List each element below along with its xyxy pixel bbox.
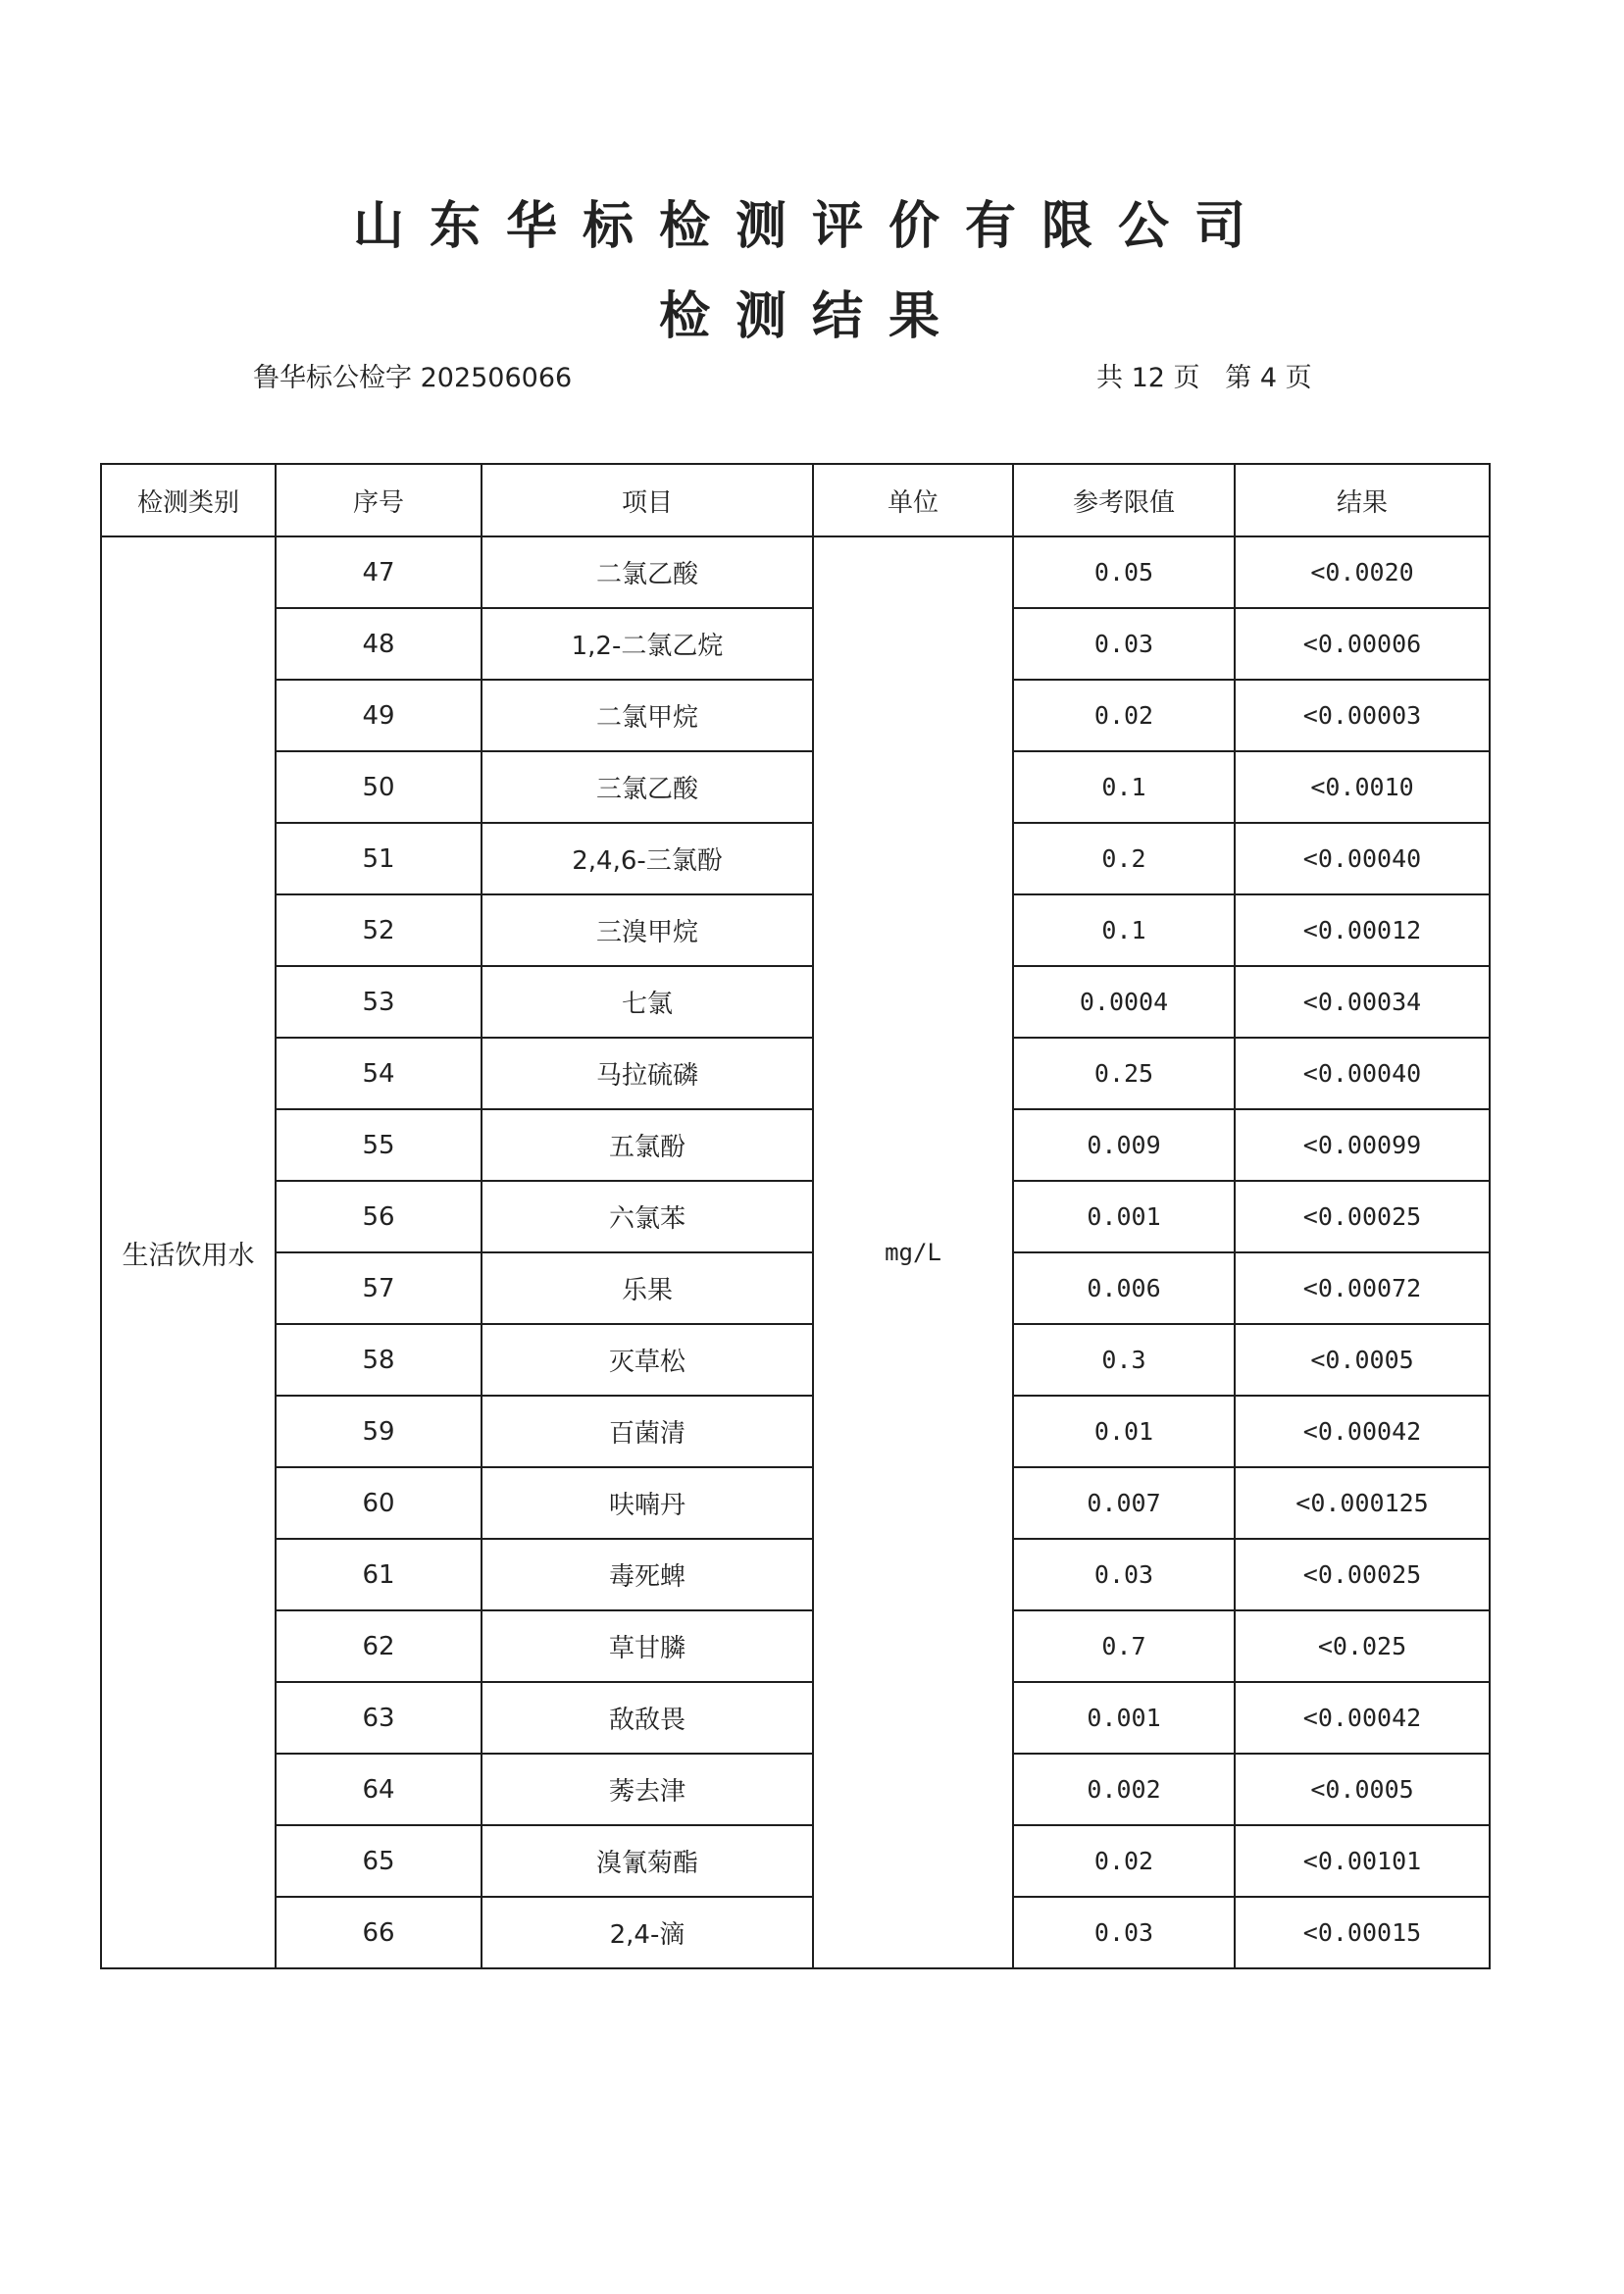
result-cell: <0.00040	[1235, 823, 1490, 894]
result-cell: <0.0020	[1235, 536, 1490, 608]
item-cell: 七氯	[482, 966, 813, 1038]
row-number-cell: 50	[276, 751, 482, 823]
item-cell: 六氯苯	[482, 1181, 813, 1252]
row-number-cell: 62	[276, 1610, 482, 1682]
table-row	[101, 608, 1490, 680]
limit-cell: 0.02	[1013, 680, 1235, 751]
item-cell: 1,2-二氯乙烷	[482, 608, 813, 680]
limit-cell: 0.01	[1013, 1396, 1235, 1467]
result-cell: <0.00101	[1235, 1825, 1490, 1897]
table-row	[101, 966, 1490, 1038]
item-cell: 溴氰菊酯	[482, 1825, 813, 1897]
result-cell: <0.00099	[1235, 1109, 1490, 1181]
row-number-cell: 63	[276, 1682, 482, 1754]
table-header-row	[101, 464, 1490, 536]
column-header-item: 项目	[482, 464, 813, 536]
row-number-cell: 51	[276, 823, 482, 894]
row-number-cell: 65	[276, 1825, 482, 1897]
company-name: 山东华标检测评价有限公司	[352, 197, 1271, 256]
limit-cell: 0.03	[1013, 1539, 1235, 1610]
column-header-category: 检测类别	[101, 464, 276, 536]
limit-cell: 0.7	[1013, 1610, 1235, 1682]
row-number-cell: 61	[276, 1539, 482, 1610]
document-title: 检测结果	[658, 287, 965, 346]
item-cell: 2,4-滴	[482, 1897, 813, 1968]
table-row	[101, 1396, 1490, 1467]
limit-cell: 0.001	[1013, 1682, 1235, 1754]
result-cell: <0.00025	[1235, 1539, 1490, 1610]
result-cell: <0.0005	[1235, 1324, 1490, 1396]
limit-cell: 0.1	[1013, 751, 1235, 823]
limit-cell: 0.03	[1013, 608, 1235, 680]
result-cell: <0.0010	[1235, 751, 1490, 823]
item-cell: 三氯乙酸	[482, 751, 813, 823]
result-cell: <0.025	[1235, 1610, 1490, 1682]
table-row	[101, 1324, 1490, 1396]
result-cell: <0.00042	[1235, 1396, 1490, 1467]
result-cell: <0.00003	[1235, 680, 1490, 751]
limit-cell: 0.05	[1013, 536, 1235, 608]
table-row	[101, 1109, 1490, 1181]
table-row	[101, 1539, 1490, 1610]
table-row	[101, 1038, 1490, 1109]
row-number-cell: 59	[276, 1396, 482, 1467]
row-number-cell: 53	[276, 966, 482, 1038]
row-number-cell: 58	[276, 1324, 482, 1396]
row-number-cell: 49	[276, 680, 482, 751]
limit-cell: 0.009	[1013, 1109, 1235, 1181]
item-cell: 2,4,6-三氯酚	[482, 823, 813, 894]
limit-cell: 0.001	[1013, 1181, 1235, 1252]
row-number-cell: 54	[276, 1038, 482, 1109]
table-row	[101, 823, 1490, 894]
limit-cell: 0.002	[1013, 1754, 1235, 1825]
table-body	[101, 536, 1490, 1968]
limit-cell: 0.3	[1013, 1324, 1235, 1396]
row-number-cell: 52	[276, 894, 482, 966]
row-number-cell: 47	[276, 536, 482, 608]
item-cell: 莠去津	[482, 1754, 813, 1825]
result-cell: <0.00072	[1235, 1252, 1490, 1324]
item-cell: 五氯酚	[482, 1109, 813, 1181]
table-row	[101, 1754, 1490, 1825]
limit-cell: 0.02	[1013, 1825, 1235, 1897]
category-cell: 生活饮用水	[101, 536, 276, 1968]
table-row	[101, 1181, 1490, 1252]
item-cell: 毒死蜱	[482, 1539, 813, 1610]
row-number-cell: 48	[276, 608, 482, 680]
row-number-cell: 66	[276, 1897, 482, 1968]
item-cell: 草甘膦	[482, 1610, 813, 1682]
item-cell: 二氯甲烷	[482, 680, 813, 751]
row-number-cell: 56	[276, 1181, 482, 1252]
table-row	[101, 1252, 1490, 1324]
result-cell: <0.00042	[1235, 1682, 1490, 1754]
column-header-result: 结果	[1235, 464, 1490, 536]
table-row	[101, 894, 1490, 966]
row-number-cell: 60	[276, 1467, 482, 1539]
item-cell: 马拉硫磷	[482, 1038, 813, 1109]
item-cell: 二氯乙酸	[482, 536, 813, 608]
table-row	[101, 680, 1490, 751]
item-cell: 百菌清	[482, 1396, 813, 1467]
result-cell: <0.00040	[1235, 1038, 1490, 1109]
limit-cell: 0.1	[1013, 894, 1235, 966]
limit-cell: 0.006	[1013, 1252, 1235, 1324]
table-row	[101, 1467, 1490, 1539]
limit-cell: 0.2	[1013, 823, 1235, 894]
result-cell: <0.00025	[1235, 1181, 1490, 1252]
item-cell: 呋喃丹	[482, 1467, 813, 1539]
row-number-cell: 55	[276, 1109, 482, 1181]
item-cell: 三溴甲烷	[482, 894, 813, 966]
result-cell: <0.00015	[1235, 1897, 1490, 1968]
item-cell: 乐果	[482, 1252, 813, 1324]
table-row	[101, 1682, 1490, 1754]
page-info: 共 12 页 第 4 页	[1096, 363, 1312, 393]
table-row	[101, 536, 1490, 608]
table-row	[101, 1897, 1490, 1968]
result-cell: <0.000125	[1235, 1467, 1490, 1539]
row-number-cell: 64	[276, 1754, 482, 1825]
column-header-limit: 参考限值	[1013, 464, 1235, 536]
result-cell: <0.00034	[1235, 966, 1490, 1038]
limit-cell: 0.0004	[1013, 966, 1235, 1038]
result-cell: <0.0005	[1235, 1754, 1490, 1825]
unit-cell: mg/L	[813, 536, 1013, 1968]
item-cell: 敌敌畏	[482, 1682, 813, 1754]
row-number-cell: 57	[276, 1252, 482, 1324]
table-row	[101, 1825, 1490, 1897]
item-cell: 灭草松	[482, 1324, 813, 1396]
limit-cell: 0.03	[1013, 1897, 1235, 1968]
column-header-unit: 单位	[813, 464, 1013, 536]
table-row	[101, 1610, 1490, 1682]
limit-cell: 0.25	[1013, 1038, 1235, 1109]
report-number: 鲁华标公检字 202506066	[253, 363, 573, 393]
table-row	[101, 751, 1490, 823]
result-cell: <0.00006	[1235, 608, 1490, 680]
results-table	[100, 463, 1491, 1969]
limit-cell: 0.007	[1013, 1467, 1235, 1539]
column-header-no: 序号	[276, 464, 482, 536]
result-cell: <0.00012	[1235, 894, 1490, 966]
